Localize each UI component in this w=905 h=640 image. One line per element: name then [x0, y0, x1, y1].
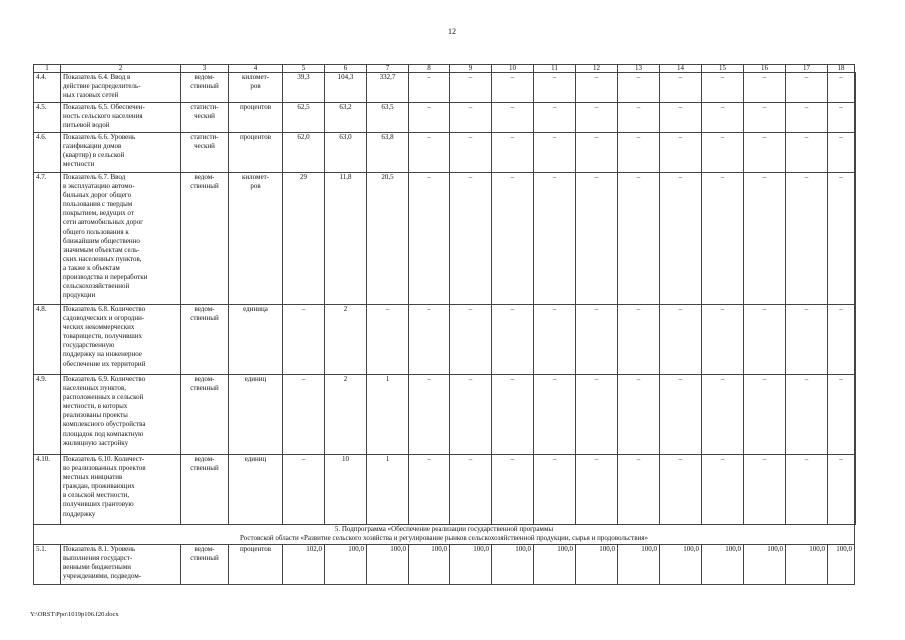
value-cell: –: [786, 73, 828, 103]
value-cell: –: [702, 103, 744, 133]
value-cell: –: [450, 375, 492, 455]
value-cell: –: [492, 133, 534, 173]
table-row: [34, 73, 856, 103]
value-cell: –: [492, 375, 534, 455]
indicator-type-line: ведом-: [194, 173, 215, 181]
value-cell: –: [492, 305, 534, 375]
value-cell: –: [618, 173, 660, 305]
value-cell: –: [534, 73, 576, 103]
unit-line: ров: [250, 182, 261, 191]
unit: [229, 375, 283, 455]
column-number-cell: 5: [283, 65, 325, 73]
value-cell: –: [409, 133, 450, 173]
unit: [229, 73, 283, 103]
row-number: 4.7.: [34, 173, 61, 305]
value-cell: 100,0: [367, 545, 409, 585]
value-cell: –: [450, 173, 492, 305]
column-number-cell: 1: [34, 65, 61, 73]
column-number-cell: 10: [492, 65, 534, 73]
value-cell: 1: [367, 455, 409, 525]
indicator-type: [181, 305, 229, 375]
indicator-name-line: действие распределитель-: [63, 82, 141, 91]
value-cell: –: [660, 103, 702, 133]
value-cell: –: [534, 375, 576, 455]
value-cell: –: [576, 455, 618, 525]
value-cell: –: [576, 375, 618, 455]
value-cell: –: [618, 73, 660, 103]
value-cell: –: [450, 103, 492, 133]
value-cell: 100,0: [576, 545, 618, 585]
value-cell: –: [660, 305, 702, 375]
unit: [229, 133, 283, 173]
indicator-type: [181, 545, 229, 585]
indicator-type: [181, 455, 229, 525]
unit: [229, 305, 283, 375]
value-cell: 100,0: [534, 545, 576, 585]
value-cell: [855, 133, 856, 173]
value-cell: 102,0: [283, 545, 325, 585]
unit-line: процентов: [239, 103, 272, 111]
indicator-name-line: реализованы проекты: [63, 411, 128, 420]
table-row: [34, 173, 856, 305]
indicator-type: [181, 375, 229, 455]
indicator-name-line: газификации домов: [63, 142, 122, 151]
value-cell: –: [409, 375, 450, 455]
value-cell: –: [283, 455, 325, 525]
section-row: [34, 525, 856, 545]
value-cell: –: [786, 305, 828, 375]
indicator-name-line: товариществ, получивших: [63, 332, 143, 341]
indicator-name-line: выполнения государст-: [63, 554, 133, 563]
value-cell: 104,3: [325, 73, 367, 103]
value-cell: –: [744, 375, 786, 455]
indicator-type: [181, 173, 229, 305]
value-cell: –: [744, 133, 786, 173]
value-cell: –: [702, 173, 744, 305]
indicator-name-line: сети автомобильных дорог: [63, 218, 143, 227]
indicator-name-line: ческих некоммерческих: [63, 323, 135, 332]
value-cell: 63,0: [325, 133, 367, 173]
indicator-name-line: комплексного обустройства: [63, 420, 146, 429]
unit: [229, 545, 283, 585]
value-cell: 62,5: [283, 103, 325, 133]
value-cell: –: [618, 375, 660, 455]
value-cell: 100,0: [618, 545, 660, 585]
table-row: [34, 375, 856, 455]
value-cell: –: [786, 133, 828, 173]
indicator-name: [61, 455, 181, 525]
indicator-type-line: ственный: [190, 384, 219, 393]
column-number-cell: 8: [409, 65, 450, 73]
value-cell: 100,0: [409, 545, 450, 585]
column-number-cell: 11: [534, 65, 576, 73]
value-cell: 11,8: [325, 173, 367, 305]
indicator-name-line: обеспечение их территорий: [63, 359, 146, 368]
value-cell: –: [283, 305, 325, 375]
value-cell: –: [576, 305, 618, 375]
value-cell: –: [744, 73, 786, 103]
indicator-type-line: ственный: [190, 82, 219, 91]
indicator-name: [61, 173, 181, 305]
value-cell: –: [283, 375, 325, 455]
indicator-name-line: во реализованных проектов: [63, 464, 146, 473]
indicator-type-line: ведом-: [194, 305, 215, 313]
value-cell: –: [702, 305, 744, 375]
table-row: [34, 305, 856, 375]
indicator-name: [61, 103, 181, 133]
value-cell: –: [492, 173, 534, 305]
indicator-name-line: ских населенных пунктов,: [63, 254, 142, 263]
value-cell: [855, 455, 856, 525]
value-cell: –: [492, 73, 534, 103]
value-cell: –: [534, 133, 576, 173]
indicator-name-line: ность сельского населения: [63, 112, 143, 121]
column-number-cell: 17: [786, 65, 828, 73]
indicator-name-line: жилищную застройку: [63, 438, 129, 447]
value-cell: 63,8: [367, 133, 409, 173]
unit: [229, 173, 283, 305]
value-cell: –: [618, 455, 660, 525]
table-row: [34, 545, 856, 585]
value-cell: [855, 73, 856, 103]
indicator-name-line: Показатель 8.1. Уровень: [63, 545, 136, 553]
row-number: 5.1.: [34, 545, 61, 585]
indicator-name-line: бильных дорог общего: [63, 191, 132, 200]
column-number-cell: 9: [450, 65, 492, 73]
indicator-name-line: Показатель 6.5. Обеспечен-: [63, 103, 145, 111]
value-cell: 1: [367, 375, 409, 455]
column-number-cell: 3: [181, 65, 229, 73]
column-number-cell: 2: [61, 65, 181, 73]
indicator-name-line: а также к объектам: [63, 263, 120, 272]
value-cell: –: [409, 455, 450, 525]
indicator-type-line: ственный: [190, 464, 219, 473]
indicator-name-line: (квартир) в сельской: [63, 151, 125, 160]
indicator-name-line: значимым объектам сель-: [63, 245, 140, 254]
indicator-type-line: ственный: [190, 554, 219, 563]
value-cell: –: [450, 455, 492, 525]
indicator-name-line: Показатель 6.9. Количество: [63, 375, 146, 383]
row-number: 4.8.: [34, 305, 61, 375]
indicator-name-line: граждан, проживающих: [63, 482, 135, 491]
value-cell: –: [702, 375, 744, 455]
value-cell: –: [367, 305, 409, 375]
value-cell: 63,5: [367, 103, 409, 133]
value-cell: –: [409, 73, 450, 103]
value-cell: 100,0: [660, 545, 702, 585]
unit-line: ров: [250, 82, 261, 91]
unit-line: процентов: [239, 133, 272, 141]
value-cell: –: [744, 455, 786, 525]
value-cell: –: [660, 73, 702, 103]
indicator-name-line: продукции: [63, 291, 96, 300]
value-cell: –: [786, 455, 828, 525]
column-number-cell: 14: [660, 65, 702, 73]
value-cell: [855, 375, 856, 455]
value-cell: –: [576, 73, 618, 103]
value-cell: –: [660, 455, 702, 525]
value-cell: 63,2: [325, 103, 367, 133]
value-cell: 62,0: [283, 133, 325, 173]
indicator-name-line: расположенных в сельской: [63, 393, 144, 402]
value-cell: –: [828, 73, 855, 103]
indicator-name-line: Показатель 6.6. Уровень: [63, 133, 136, 141]
value-cell: –: [492, 455, 534, 525]
value-cell: –: [828, 133, 855, 173]
page-number: 12: [448, 27, 456, 36]
indicator-name-line: поддержку на инженерное: [63, 350, 142, 359]
indicator-name-line: ных газовых сетей: [63, 91, 119, 100]
column-number-cell: 15: [702, 65, 744, 73]
value-cell: [855, 103, 856, 133]
row-number: 4.6.: [34, 133, 61, 173]
indicator-type-line: ческий: [194, 142, 215, 151]
value-cell: –: [618, 305, 660, 375]
column-number-cell: 4: [229, 65, 283, 73]
value-cell: –: [576, 133, 618, 173]
table-row: [34, 133, 856, 173]
column-number-cell: 6: [325, 65, 367, 73]
indicators-table: [33, 64, 856, 585]
value-cell: 2: [325, 305, 367, 375]
value-cell: –: [660, 173, 702, 305]
row-number: 4.9.: [34, 375, 61, 455]
indicator-type-line: статисти-: [190, 133, 219, 141]
indicator-name-line: Показатель 6.8. Количество: [63, 305, 146, 313]
indicator-type-line: ведом-: [194, 545, 215, 553]
column-number-row: [34, 65, 856, 73]
column-number-cell: 13: [618, 65, 660, 73]
indicator-type: [181, 103, 229, 133]
column-number-cell: 7: [367, 65, 409, 73]
value-cell: –: [828, 305, 855, 375]
value-cell: –: [786, 173, 828, 305]
indicator-type-line: ческий: [194, 112, 215, 121]
indicator-type-line: ведом-: [194, 73, 215, 81]
unit: [229, 103, 283, 133]
indicator-name: [61, 305, 181, 375]
indicator-name-line: в эксплуатацию автомо-: [63, 182, 135, 191]
indicator-name-line: Показатель 6.7. Ввод: [63, 173, 126, 181]
value-cell: –: [576, 173, 618, 305]
value-cell: –: [786, 375, 828, 455]
value-cell: –: [828, 455, 855, 525]
column-number-cell: 16: [744, 65, 786, 73]
table-row: [34, 455, 856, 525]
value-cell: –: [409, 305, 450, 375]
row-number: 4.10.: [34, 455, 61, 525]
value-cell: [855, 305, 856, 375]
unit: [229, 455, 283, 525]
value-cell: –: [534, 173, 576, 305]
indicator-name-line: покрытием, ведущих от: [63, 209, 134, 218]
unit-line: единица: [243, 305, 268, 313]
subprogram-heading: [34, 525, 855, 545]
indicator-name: [61, 133, 181, 173]
value-cell: 20,5: [367, 173, 409, 305]
footer-file-path: Y:\ORST\Ppo\1019p106.f20.docx: [30, 611, 119, 618]
indicator-name-line: учреждениями, подведом-: [63, 572, 142, 581]
value-cell: –: [618, 103, 660, 133]
value-cell: 10: [325, 455, 367, 525]
column-number-cell: 12: [576, 65, 618, 73]
value-cell: 100,0: [702, 545, 744, 585]
indicator-name-line: местности: [63, 160, 95, 169]
value-cell: –: [660, 375, 702, 455]
indicator-name-line: в сельской местности,: [63, 491, 130, 500]
value-cell: –: [450, 305, 492, 375]
indicator-name-line: садоводческих и огородни-: [63, 314, 145, 323]
value-cell: –: [744, 103, 786, 133]
value-cell: –: [660, 133, 702, 173]
indicator-name-line: сельскохозяйственной: [63, 282, 130, 291]
indicator-name: [61, 73, 181, 103]
indicator-name: [61, 545, 181, 585]
value-cell: 100,0: [492, 545, 534, 585]
indicator-type: [181, 133, 229, 173]
value-cell: –: [534, 103, 576, 133]
indicator-name-line: венными бюджетными: [63, 563, 132, 572]
unit-line: процентов: [239, 545, 272, 553]
value-cell: –: [576, 103, 618, 133]
unit-line: километ-: [242, 173, 269, 181]
unit-line: километ-: [242, 73, 269, 81]
value-cell: –: [618, 133, 660, 173]
value-cell: 100,0: [828, 545, 855, 585]
value-cell: –: [702, 455, 744, 525]
value-cell: –: [492, 103, 534, 133]
value-cell: –: [409, 173, 450, 305]
value-cell: 100,0: [744, 545, 786, 585]
value-cell: –: [534, 455, 576, 525]
indicator-name-line: государственную: [63, 341, 115, 350]
indicator-name-line: ближайшим общественно: [63, 236, 140, 245]
indicator-name: [61, 375, 181, 455]
value-cell: –: [828, 173, 855, 305]
value-cell: 39,3: [283, 73, 325, 103]
value-cell: 2: [325, 375, 367, 455]
indicator-name-line: получивших грантовую: [63, 500, 134, 509]
value-cell: 332,7: [367, 73, 409, 103]
indicator-name-line: питьевой водой: [63, 121, 110, 130]
indicator-type-line: ведом-: [194, 455, 215, 463]
indicator-type: [181, 73, 229, 103]
indicator-name-line: Показатель 6.10. Количест-: [63, 455, 145, 463]
indicator-name-line: местности, в которых: [63, 402, 128, 411]
value-cell: 100,0: [325, 545, 367, 585]
subprogram-heading-line: 5. Подпрограмма «Обеспечение реализации государственной программы: [334, 525, 554, 533]
unit-line: единиц: [244, 375, 267, 383]
indicator-name-line: местных инициатив: [63, 473, 123, 482]
value-cell: –: [409, 103, 450, 133]
indicator-type-line: статисти-: [190, 103, 219, 111]
indicator-type-line: ственный: [190, 182, 219, 191]
value-cell: –: [534, 305, 576, 375]
value-cell: 100,0: [786, 545, 828, 585]
indicator-name-line: населенных пунктов,: [63, 384, 127, 393]
value-cell: 29: [283, 173, 325, 305]
row-number: 4.5.: [34, 103, 61, 133]
value-cell: –: [702, 73, 744, 103]
value-cell: –: [786, 103, 828, 133]
indicator-name-line: пользования с твердым: [63, 200, 133, 209]
indicator-type-line: ведом-: [194, 375, 215, 383]
indicator-name-line: производства и переработки: [63, 273, 148, 282]
value-cell: –: [450, 73, 492, 103]
indicator-type-line: ственный: [190, 314, 219, 323]
value-cell: –: [828, 103, 855, 133]
value-cell: –: [702, 133, 744, 173]
value-cell: –: [744, 173, 786, 305]
subprogram-heading-line: Ростовской области «Развитие сельского хозяйства и регулирование рынков сельскохозяйственной продукции, сырья и продовольствия»: [240, 534, 648, 542]
value-cell: 100,0: [450, 545, 492, 585]
table-row: [34, 103, 856, 133]
indicator-name-line: поддержку: [63, 509, 96, 518]
value-cell: [855, 173, 856, 305]
unit-line: единиц: [244, 455, 267, 463]
column-number-cell: 18: [828, 65, 855, 73]
indicator-name-line: Показатель 6.4. Ввод в: [63, 73, 131, 81]
row-number: 4.4.: [34, 73, 61, 103]
value-cell: –: [450, 133, 492, 173]
indicator-name-line: площадок под компактную: [63, 429, 144, 438]
indicator-name-line: общего пользования к: [63, 227, 129, 236]
value-cell: –: [744, 305, 786, 375]
value-cell: –: [828, 375, 855, 455]
